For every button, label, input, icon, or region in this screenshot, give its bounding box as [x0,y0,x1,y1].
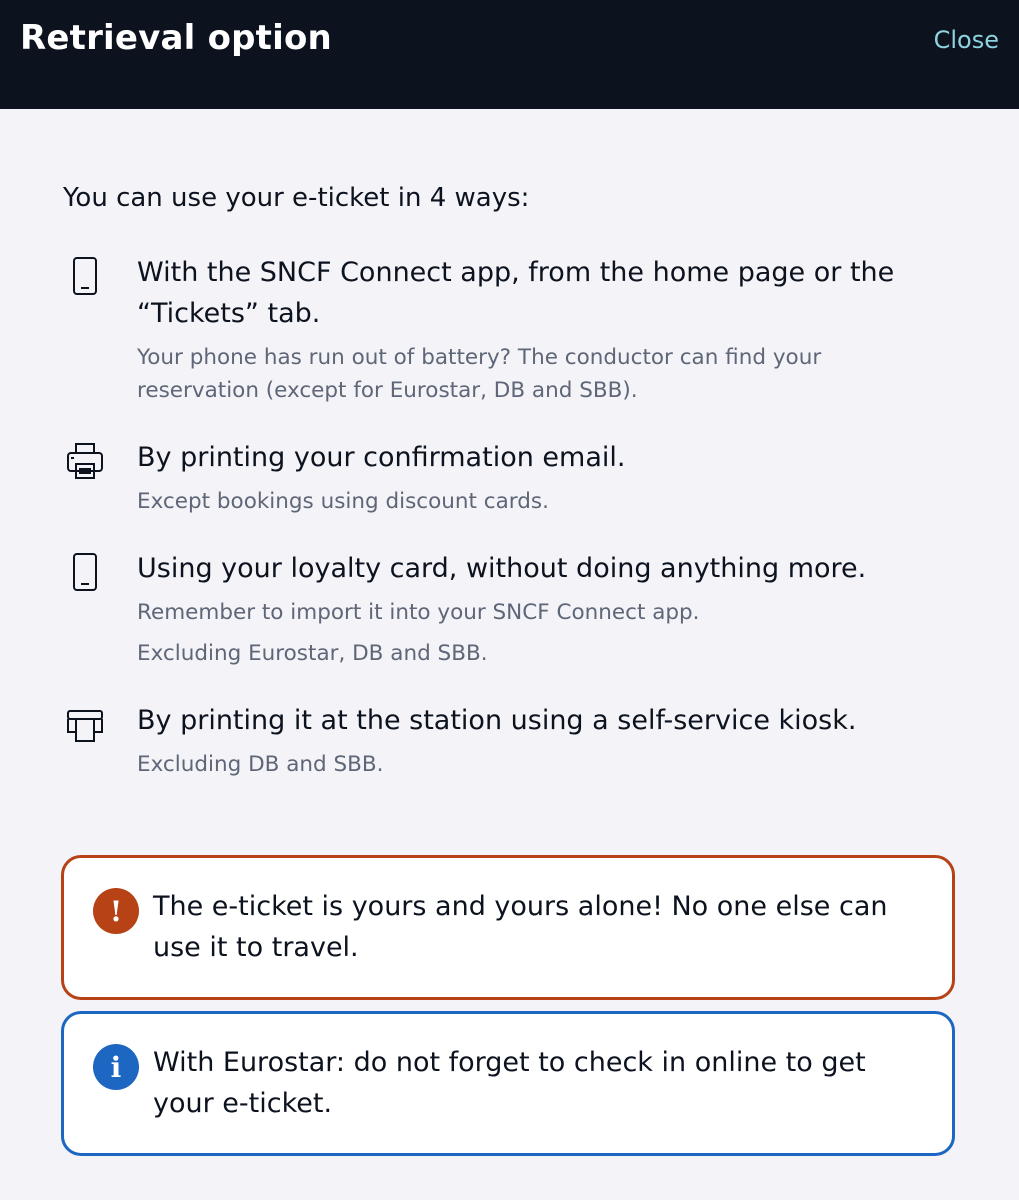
option-title: With the SNCF Connect app, from the home page or the “Tickets” tab. [137,257,895,329]
warning-text: The e-ticket is yours and yours alone! No one else can use it to travel. [153,891,888,963]
option-title: Using your loyalty card, without doing anything more. [137,553,867,584]
smartphone-icon [63,550,107,594]
exclamation-icon: ! [93,888,139,934]
option-note: Your phone has run out of battery? The conductor can find your reservation (except for Eurostar, DB and SBB). [137,345,822,403]
info-icon: i [93,1044,139,1090]
page-title: Retrieval option [20,18,332,58]
option-title: By printing your confirmation email. [137,442,626,473]
option-note: Excluding DB and SBB. [137,752,384,777]
option-note: Except bookings using discount cards. [137,489,549,514]
printer-icon [63,439,107,483]
option-note: Excluding Eurostar, DB and SBB. [137,641,488,666]
close-button[interactable]: Close [933,26,999,54]
kiosk-icon [63,702,107,746]
header-bar [0,0,1019,109]
warning-alert [61,855,955,1000]
option-note: Remember to import it into your SNCF Connect app. [137,600,700,625]
smartphone-icon [63,254,107,298]
intro-text: You can use your e-ticket in 4 ways: [63,183,530,213]
info-text: With Eurostar: do not forget to check in online to get your e-ticket. [153,1047,866,1119]
info-alert [61,1011,955,1156]
option-title: By printing it at the station using a self-service kiosk. [137,705,857,736]
